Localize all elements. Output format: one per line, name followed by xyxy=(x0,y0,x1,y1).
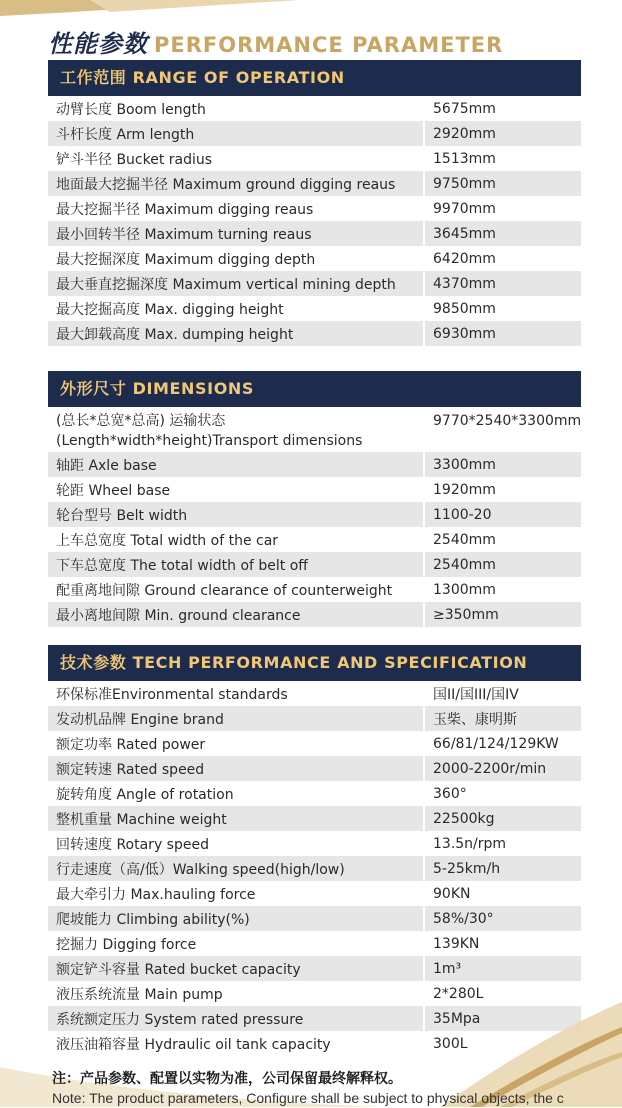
table-row xyxy=(48,931,581,956)
section-header: 外形尺寸 DIMENSIONS xyxy=(48,371,581,407)
row-value: 2000-2200r/min xyxy=(425,756,581,781)
row-value: 2920mm xyxy=(425,121,581,146)
table-row xyxy=(48,756,581,781)
row-label: 发动机品牌 Engine brand xyxy=(48,706,425,731)
row-label: 上车总宽度 Total width of the car xyxy=(48,527,425,552)
row-value: 9850mm xyxy=(433,300,496,317)
table-row xyxy=(48,171,581,196)
table-row xyxy=(48,527,581,552)
row-label: 液压系统流量 Main pump xyxy=(48,981,425,1006)
row-value: 13.5n/rpm xyxy=(433,835,507,852)
row-value: 3300mm xyxy=(425,452,581,477)
table-row xyxy=(48,321,581,346)
table-row xyxy=(48,121,581,146)
table-row xyxy=(48,781,581,806)
row-value: 1920mm xyxy=(433,481,496,498)
table-row xyxy=(48,502,581,527)
row-label: 配重离地间隙 Ground clearance of counterweight xyxy=(48,577,425,602)
section-dimensions xyxy=(48,371,581,627)
section-tech-performance xyxy=(48,645,581,1056)
row-label: 额定功率 Rated power xyxy=(48,731,425,756)
row-value: ≥350mm xyxy=(425,602,581,627)
table-row xyxy=(48,856,581,881)
row-label: 回转速度 Rotary speed xyxy=(48,831,425,856)
table-row xyxy=(48,906,581,931)
row-label: 整机重量 Machine weight xyxy=(48,806,425,831)
row-value: 2540mm xyxy=(425,552,581,577)
row-label-line-1: (总长*总宽*总高) 运输状态 xyxy=(56,413,226,429)
table-row xyxy=(48,407,581,452)
section-header: 技术参数 TECH PERFORMANCE AND SPECIFICATION xyxy=(48,645,581,681)
section-range-of-operation xyxy=(48,60,581,346)
table-row xyxy=(48,731,581,756)
row-value: 6930mm xyxy=(425,321,581,346)
row-label: 最大垂直挖掘深度 Maximum vertical mining depth xyxy=(48,271,425,296)
row-label: 额定铲斗容量 Rated bucket capacity xyxy=(48,956,425,981)
row-label: 爬坡能力 Climbing ability(%) xyxy=(48,906,425,931)
row-value: 1m³ xyxy=(425,956,581,981)
row-value: 300L xyxy=(433,1035,468,1052)
row-value: 90KN xyxy=(433,885,471,902)
table-row xyxy=(48,196,581,221)
row-value: 玉柴、康明斯 xyxy=(425,706,581,731)
row-value: 9750mm xyxy=(425,171,581,196)
row-value: 6420mm xyxy=(433,250,496,267)
page-title-cn: 性能参数 xyxy=(48,30,148,58)
row-label: 最小回转半径 Maximum turning reaus xyxy=(48,221,425,246)
row-value: 4370mm xyxy=(425,271,581,296)
table-row xyxy=(48,881,581,906)
row-label: 额定转速 Rated speed xyxy=(48,756,425,781)
table-row xyxy=(48,681,581,706)
row-label: 最大挖掘深度 Maximum digging depth xyxy=(48,246,425,271)
row-label xyxy=(48,407,425,452)
row-value: 35Mpa xyxy=(425,1006,581,1031)
row-label: 最大挖掘半径 Maximum digging reaus xyxy=(48,196,425,221)
row-value: 9770*2540*3300mm xyxy=(433,413,581,429)
table-row xyxy=(48,477,581,502)
table-row xyxy=(48,96,581,121)
row-value: 139KN xyxy=(433,935,480,952)
footnote xyxy=(52,1070,622,1108)
table-row xyxy=(48,552,581,577)
page-title-en: PERFORMANCE PARAMETER xyxy=(154,33,504,57)
row-label: 系统额定压力 System rated pressure xyxy=(48,1006,425,1031)
table-row xyxy=(48,221,581,246)
row-label: 挖掘力 Digging force xyxy=(48,931,425,956)
row-label-line-2: (Length*width*height)Transport dimensions xyxy=(56,433,363,449)
row-label: 轮距 Wheel base xyxy=(48,477,425,502)
row-label: 轮台型号 Belt width xyxy=(48,502,425,527)
row-label: 斗杆长度 Arm length xyxy=(48,121,425,146)
row-label: 下车总宽度 The total width of belt off xyxy=(48,552,425,577)
row-value: 国II/国III/国IV xyxy=(433,686,519,703)
row-label: 最小离地间隙 Min. ground clearance xyxy=(48,602,425,627)
decorative-swoosh-top xyxy=(0,0,622,20)
row-value: 1513mm xyxy=(433,150,496,167)
row-value: 66/81/124/129KW xyxy=(433,735,559,752)
row-label: 环保标准Environmental standards xyxy=(48,681,425,706)
row-label: 最大卸载高度 Max. dumping height xyxy=(48,321,425,346)
row-value: 3645mm xyxy=(425,221,581,246)
table-row xyxy=(48,246,581,271)
table-row xyxy=(48,806,581,831)
row-label: 铲斗半径 Bucket radius xyxy=(48,146,425,171)
row-label: 液压油箱容量 Hydraulic oil tank capacity xyxy=(48,1031,425,1056)
row-label: 行走速度（高/低）Walking speed(high/low) xyxy=(48,856,425,881)
row-value: 5-25km/h xyxy=(425,856,581,881)
row-value: 2*280L xyxy=(433,985,484,1002)
row-value: 1300mm xyxy=(433,581,496,598)
row-label: 地面最大挖掘半径 Maximum ground digging reaus xyxy=(48,171,425,196)
table-row xyxy=(48,831,581,856)
row-value: 360° xyxy=(433,785,467,802)
page-title xyxy=(48,24,504,58)
row-value: 9970mm xyxy=(433,200,496,217)
table-row xyxy=(48,577,581,602)
footnote-en: Note: The product parameters, Configure shall be subject to physical objects, the c xyxy=(52,1090,564,1106)
row-value: 2540mm xyxy=(433,531,496,548)
row-label: 轴距 Axle base xyxy=(48,452,425,477)
row-label: 最大牵引力 Max.hauling force xyxy=(48,881,425,906)
row-label: 最大挖掘高度 Max. digging height xyxy=(48,296,425,321)
table-row xyxy=(48,602,581,627)
footnote-cn: 注：产品参数、配置以实物为准，公司保留最终解释权。 xyxy=(52,1071,402,1087)
row-value: 58%/30° xyxy=(425,906,581,931)
table-row xyxy=(48,706,581,731)
table-row xyxy=(48,296,581,321)
row-label: 动臂长度 Boom length xyxy=(48,96,425,121)
table-row xyxy=(48,956,581,981)
row-label: 旋转角度 Angle of rotation xyxy=(48,781,425,806)
table-row xyxy=(48,146,581,171)
row-value: 1100-20 xyxy=(425,502,581,527)
row-value: 5675mm xyxy=(433,100,496,117)
row-value: 22500kg xyxy=(425,806,581,831)
section-header: 工作范围 RANGE OF OPERATION xyxy=(48,60,581,96)
table-row xyxy=(48,271,581,296)
table-row xyxy=(48,452,581,477)
